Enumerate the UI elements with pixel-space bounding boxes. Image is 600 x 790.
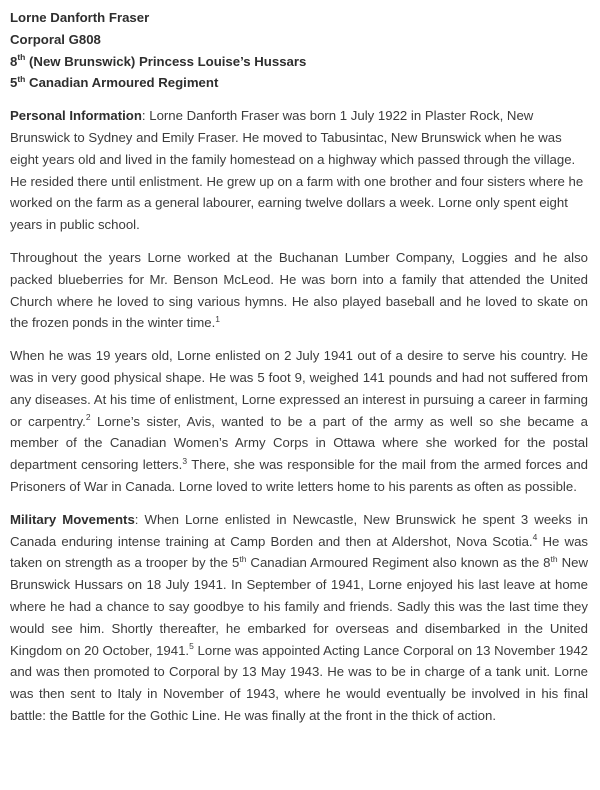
footnote-ref-3: 3 (182, 455, 188, 466)
regiment-number: 8 (10, 53, 18, 69)
paragraph-personal-information (10, 105, 588, 236)
regiment-name: Canadian Armoured Regiment (25, 75, 219, 91)
ordinal-suffix: th (550, 553, 558, 564)
ordinal-suffix: th (17, 52, 26, 63)
regiment-line-armoured (10, 72, 588, 94)
regiment-line-hussars (10, 51, 588, 73)
section-label-military-movements: Military Movements (10, 511, 135, 527)
paragraph-text: : Lorne Danforth Fraser was born 1 July 1922 in Plaster Rock, New Brunswick to Sydney and Emily Fraser. He moved to Tabusintac, New Brunswick when he was eight years old and lived in the family homestead on a highway which passed through the village. He resided there until enlistment. He grew up on a farm with one brother and four sisters where he worked on the farm as a general labourer, earning twelve dollars a week. Lorne only spent eight years in public school. (10, 108, 584, 233)
footnote-ref-1: 1 (215, 313, 220, 324)
footnote-ref-5: 5 (189, 641, 194, 652)
paragraph-text: Canadian Armoured Regiment also known as the 8 (246, 555, 551, 571)
paragraph-text: : When Lorne enlisted in Newcastle, New Brunswick he spent 3 weeks in Canada enduring intense training at Camp Borden and then at Aldershot, Nova Scotia. (10, 511, 589, 549)
paragraph-military-movements (10, 509, 588, 727)
paragraph-text: There, she was responsible for the mail from the armed forces and Prisoners of War in Canada. Lorne loved to write letters home to his parents as often as possible. (10, 457, 589, 494)
document-header (10, 7, 588, 94)
regiment-name: (New Brunswick) Princess Louise’s Hussars (25, 53, 307, 69)
paragraph-enlistment (10, 345, 588, 498)
section-label-personal-information: Personal Information (10, 108, 142, 124)
rank-service-number: Corporal G808 (10, 31, 101, 47)
footnote-ref-2: 2 (85, 412, 91, 423)
soldier-name: Lorne Danforth Fraser (10, 10, 150, 25)
ordinal-suffix: th (239, 553, 247, 564)
paragraph-work-history (10, 247, 588, 334)
footnote-ref-4: 4 (532, 532, 538, 543)
ordinal-suffix: th (17, 73, 26, 84)
paragraph-text: Throughout the years Lorne worked at the Buchanan Lumber Company, Loggies and he also packed blueberries for Mr. Benson McLeod. He was born into a family that attended the United Church where he loved to sing various hymns. He also played baseball and he loved to skate on the frozen ponds in the winter time. (10, 249, 588, 331)
paragraph-text: Lorne was appointed Acting Lance Corporal on 13 November 1942 and was then promoted to Corporal by 13 May 1943. He was to be in charge of a tank unit. Lorne was then sent to Italy in November of 1943, where he would eventually be involved in his final battle: the Battle for the Gothic Line. He was finally at the front in the thick of action. (10, 642, 589, 723)
paragraph-text: New Brunswick Hussars on 18 July 1941. In September of 1941, Lorne enjoyed his last leave at home where he had a chance to say goodbye to his family and friends. Sadly this was the last time they would see him. Shortly thereafter, he embarked for overseas and disembarked in the United Kingdom on 20 October, 1941. (10, 555, 588, 658)
paragraph-text: Lorne’s sister, Avis, wanted to be a part of the army as well so she became a member of the Canadian Women’s Army Corps in Ottawa where she worked for the postal department censoring letters. (10, 413, 589, 473)
regiment-number: 5 (10, 75, 18, 91)
paragraph-text: He was taken on strength as a trooper by the 5 (10, 533, 588, 571)
paragraph-text: When he was 19 years old, Lorne enlisted on 2 July 1941 out of a desire to serve his country. He was in very good physical shape. He was 5 foot 9, weighed 141 pounds and had not suffered from any diseases. At his time of enlistment, Lorne expressed an interest in pursuing a career in farming or carpentry. (10, 348, 588, 429)
